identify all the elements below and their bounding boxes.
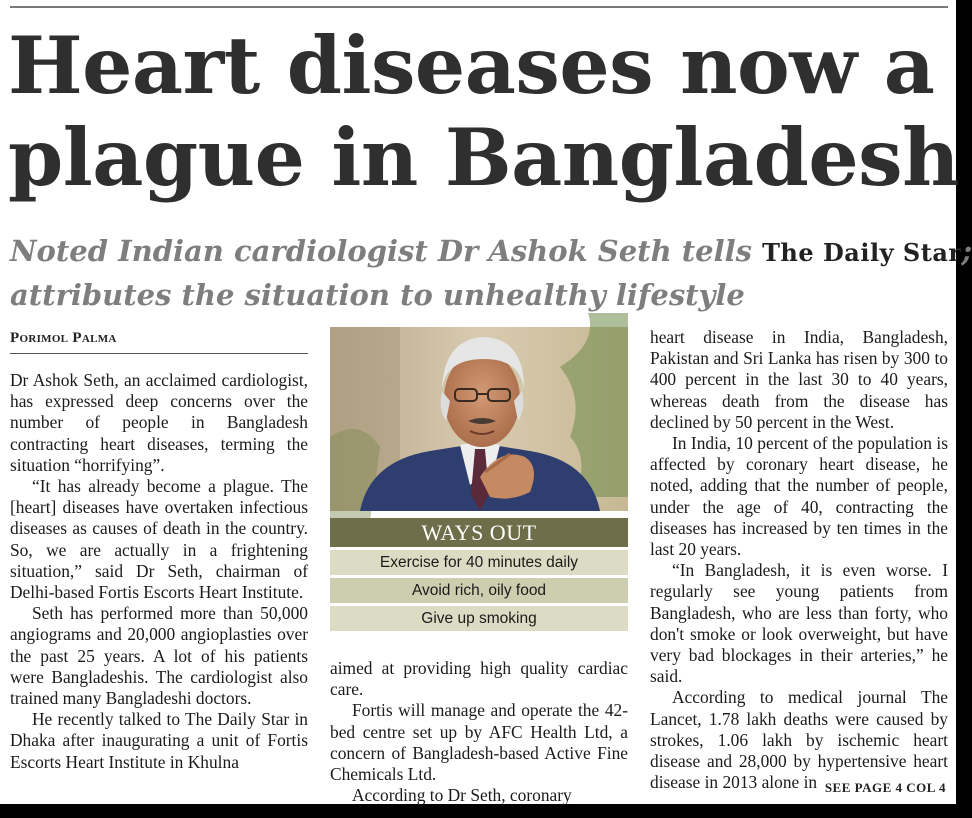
ways-out-item: Give up smoking xyxy=(330,606,628,631)
headline-line-2: plague in Bangladesh xyxy=(8,111,960,204)
paragraph: Fortis will manage and operate the 42-bed centre set up by AFC Health Ltd, a concern of Bangladesh-based Active Fine Chemicals Ltd. xyxy=(330,700,628,785)
headline-line-1: Heart diseases now a xyxy=(8,19,935,112)
portrait-image xyxy=(330,327,628,511)
ways-out-item: Avoid rich, oily food xyxy=(330,578,628,603)
column-3 xyxy=(650,327,948,793)
paragraph: “It has already become a plague. The [heart] diseases have overtaken infectious diseases as causes of death in the country. So, we are actually in a frightening situation,” said Dr Seth, chairman of Delhi-based Fortis Escorts Heart Institute. xyxy=(10,476,308,603)
column-2 xyxy=(330,658,628,806)
jump-line[interactable]: SEE PAGE 4 COL 4 xyxy=(824,780,946,795)
paragraph: “In Bangladesh, it is even worse. I regularly see young patients from Bangladesh, who are less than forty, who don't smoke or look overweight, but have very bad blockages in their arteries,” he said. xyxy=(650,560,948,687)
paragraph: In India, 10 percent of the population is affected by coronary heart disease, he noted, adding that the number of people, under the age of 40, contracting the diseases has increased by ten times in the last 20 years. xyxy=(650,433,948,560)
deck-line-1 xyxy=(10,230,972,274)
paragraph: According to Dr Seth, coronary xyxy=(352,785,572,806)
paragraph: Seth has performed more than 50,000 angiograms and 20,000 angioplasties over the past 25 years. A lot of his patients were Bangladeshis. The cardiologist also trained many Bangladeshi doctors. xyxy=(10,603,308,709)
deck-line-1-punct: ; xyxy=(961,234,972,268)
deck-line-1-text: Noted Indian cardiologist Dr Ashok Seth tells xyxy=(10,234,763,268)
paragraph: He recently talked to The Daily Star in Dhaka after inaugurating a unit of Fortis Escorts Heart Institute in Khulna xyxy=(10,709,308,772)
paragraph: According to medical journal The Lancet, 1.78 lakh deaths were caused by strokes, 1.06 lakh by ischemic heart disease and 28,000 by hypertensive heart disease in 2013 alone in xyxy=(650,687,948,793)
paragraph: aimed at providing high quality cardiac care. xyxy=(330,658,628,700)
top-rule xyxy=(10,6,948,8)
deck-line-2: attributes the situation to unhealthy lifestyle xyxy=(10,278,745,312)
byline-name: Porimol Palma xyxy=(10,330,117,346)
photo-dr-ashok-seth xyxy=(330,327,628,511)
ways-out-title: WAYS OUT xyxy=(330,518,628,547)
ways-out-item: Exercise for 40 minutes daily xyxy=(330,550,628,575)
ways-out-box xyxy=(330,518,628,631)
paragraph: Dr Ashok Seth, an acclaimed cardiologist, has expressed deep concerns over the number of people in Bangladesh contracting heart diseases, terming the situation “horrifying”. xyxy=(10,370,308,475)
paragraph: heart disease in India, Bangladesh, Pakistan and Sri Lanka has risen by 300 to 400 percent in the last 30 to 40 years, whereas death from the disease has declined by 50 percent in the West. xyxy=(650,327,948,432)
deck xyxy=(10,230,972,317)
headline xyxy=(8,19,960,204)
column-1 xyxy=(10,370,308,773)
byline xyxy=(10,330,308,354)
daily-star-masthead-logo: The Daily Star xyxy=(762,238,962,267)
